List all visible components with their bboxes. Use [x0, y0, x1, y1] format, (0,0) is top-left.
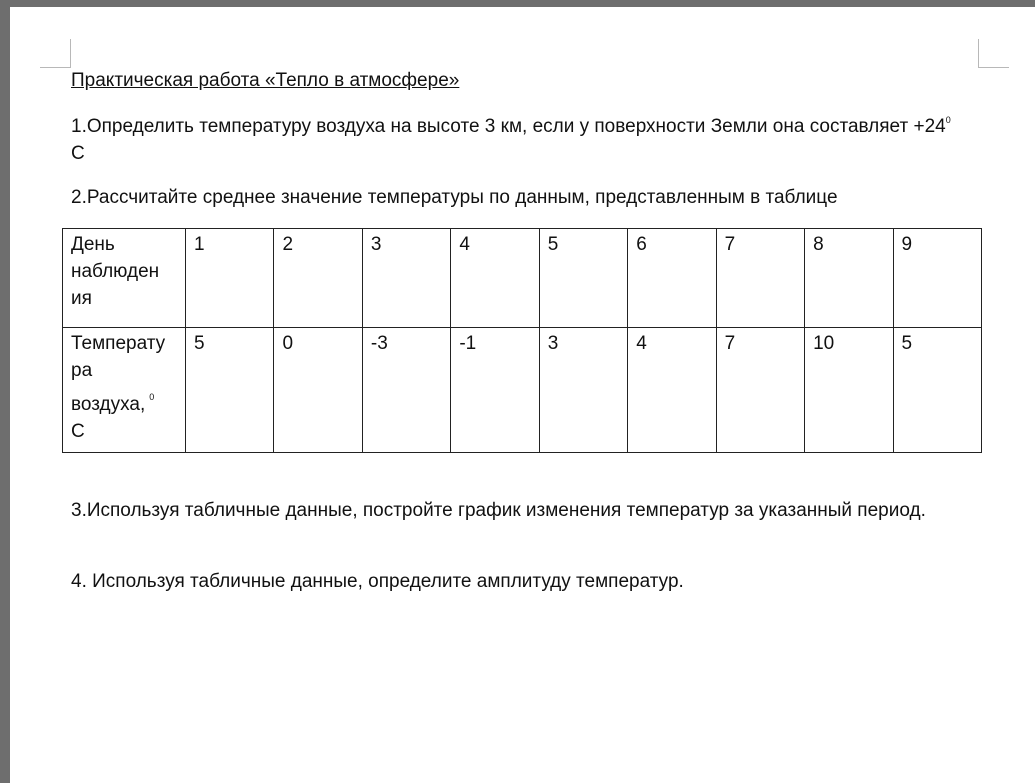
temperature-cell: -3 — [362, 328, 450, 453]
day-cell: 1 — [186, 229, 274, 328]
day-cell: 2 — [274, 229, 362, 328]
document-title: Практическая работа «Тепло в атмосфере» — [71, 70, 460, 91]
temperature-table — [62, 228, 982, 453]
table-row-days — [63, 229, 982, 328]
table-row-temperatures — [63, 328, 982, 453]
temperature-cell: 4 — [628, 328, 716, 453]
temperature-cell: 7 — [716, 328, 804, 453]
question-3: 3.Используя табличные данные, постройте график изменения температур за указанный период. — [71, 500, 926, 521]
question-1 — [71, 113, 951, 167]
degree-sign: 0 — [149, 392, 155, 402]
temperature-cell: -1 — [451, 328, 539, 453]
day-cell: 3 — [362, 229, 450, 328]
degree-sign: 0 — [945, 115, 951, 125]
question-1-unit: С — [71, 143, 85, 164]
margin-marker-top-left — [40, 39, 71, 68]
question-4: 4. Используя табличные данные, определите амплитуду температур. — [71, 571, 684, 592]
row-header-day: День наблюден ия — [63, 229, 186, 328]
row-header-temperature: Температу ра воздуха, $^0$ С — [63, 328, 186, 453]
temperature-cell: 5 — [186, 328, 274, 453]
document-page — [10, 7, 1035, 783]
temperature-cell: 3 — [539, 328, 627, 453]
day-cell: 7 — [716, 229, 804, 328]
day-cell: 8 — [805, 229, 893, 328]
margin-marker-top-right — [978, 39, 1009, 68]
temperature-cell: 10 — [805, 328, 893, 453]
temperature-cell: 0 — [274, 328, 362, 453]
day-cell: 4 — [451, 229, 539, 328]
temperature-cell: 5 — [893, 328, 982, 453]
question-2: 2.Рассчитайте среднее значение температуры по данным, представленным в таблице — [71, 187, 838, 208]
day-cell: 9 — [893, 229, 982, 328]
question-1-text: 1.Определить температуру воздуха на высоте 3 км, если у поверхности Земли она составляет +24 — [71, 116, 946, 137]
day-cell: 6 — [628, 229, 716, 328]
day-cell: 5 — [539, 229, 627, 328]
